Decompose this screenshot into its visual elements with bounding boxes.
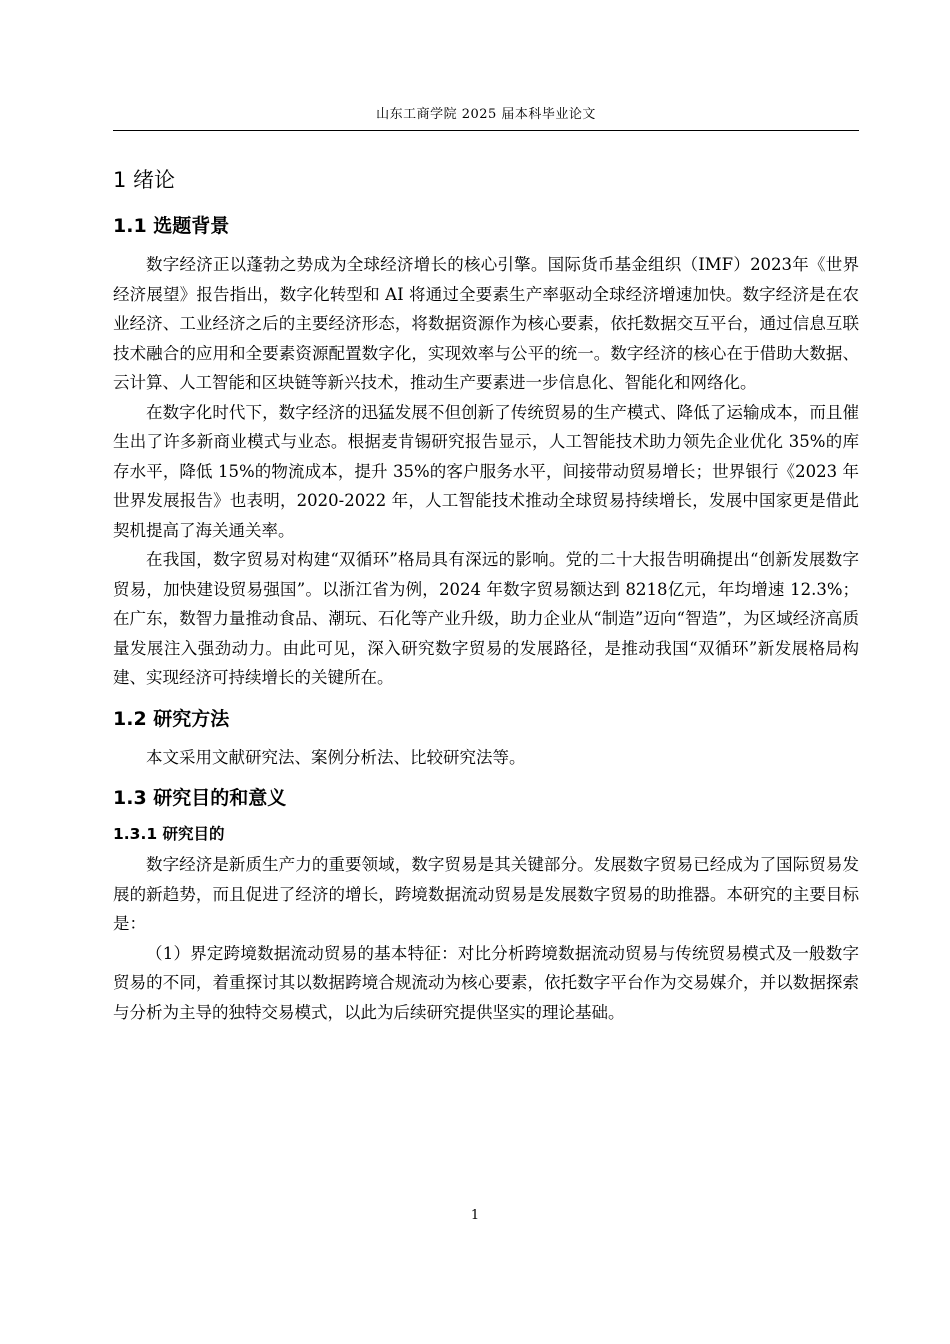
- paragraph-background-3: 在我国，数字贸易对构建“双循环”格局具有深远的影响。党的二十大报告明确提出“创新发展数字贸易，加快建设贸易强国”。以浙江省为例，2024 年数字贸易额达到 8218亿元，年均增速 12.3%；在广东，数智力量推动食品、潮玩、石化等产业升级，助力企业从“制造”迈向“智造”，为区域经济高质量发展注入强劲动力。由此可见，深入研究数字贸易的发展路径，是推动我国“双循环”新发展格局构建、实现经济可持续增长的关键所在。: [113, 550, 859, 687]
- page-number: 1: [470, 1208, 480, 1223]
- paragraph-background-2: 在数字化时代下，数字经济的迅猛发展不但创新了传统贸易的生产模式、降低了运输成本，而且催生出了许多新商业模式与业态。根据麦肯锡研究报告显示，人工智能技术助力领先企业优化 35%的库存水平，降低 15%的物流成本，提升 35%的客户服务水平，间接带动贸易增长；世界银行《2023 年世界发展报告》也表明，2020-2022 年，人工智能技术推动全球贸易持续增长，发展中国家更是借此契机提高了海关通关率。: [113, 402, 859, 540]
- paragraph-purpose-1: 数字经济是新质生产力的重要领域，数字贸易是其关键部分。发展数字贸易已经成为了国际贸易发展的新趋势，而且促进了经济的增长，跨境数据流动贸易是发展数字贸易的助推器。本研究的主要目标是：: [113, 855, 859, 933]
- chapter-title: 1 绪论: [113, 168, 176, 192]
- page-header: [113, 104, 859, 131]
- subsection-title-1-3-1: 1.3.1 研究目的: [113, 825, 225, 843]
- paragraph-purpose-2: （1）界定跨境数据流动贸易的基本特征：对比分析跨境数据流动贸易与传统贸易模式及一般数字贸易的不同，着重探讨其以数据跨境合规流动为核心要素，依托数字平台作为交易媒介，并以数据探索与分析为主导的独特交易模式，以此为后续研究提供坚实的理论基础。: [113, 943, 859, 1022]
- section-title-1-2: 1.2 研究方法: [113, 707, 230, 730]
- paper-body: [113, 160, 859, 1027]
- section-title-1-3: 1.3 研究目的和意义: [113, 787, 287, 809]
- section-title-1-1: 1.1 选题背景: [113, 215, 230, 237]
- running-title: 山东工商学院 2025 届本科毕业论文: [376, 107, 596, 122]
- paragraph-methods: 本文采用文献研究法、案例分析法、比较研究法等。: [146, 747, 526, 767]
- paragraph-background-1: 数字经济正以蓬勃之势成为全球经济增长的核心引擎。国际货币基金组织（IMF）2023年《世界经济展望》报告指出，数字化转型和 AI 将通过全要素生产率驱动全球经济增速加快。数字经济是在农业经济、工业经济之后的主要经济形态，将数据资源作为核心要素，依托数据交互平台，通过信息互联技术融合的应用和全要素资源配置数字化，实现效率与公平的统一。数字经济的核心在于借助大数据、云计算、人工智能和区块链等新兴技术，推动生产要素进一步信息化、智能化和网络化。: [113, 255, 859, 392]
